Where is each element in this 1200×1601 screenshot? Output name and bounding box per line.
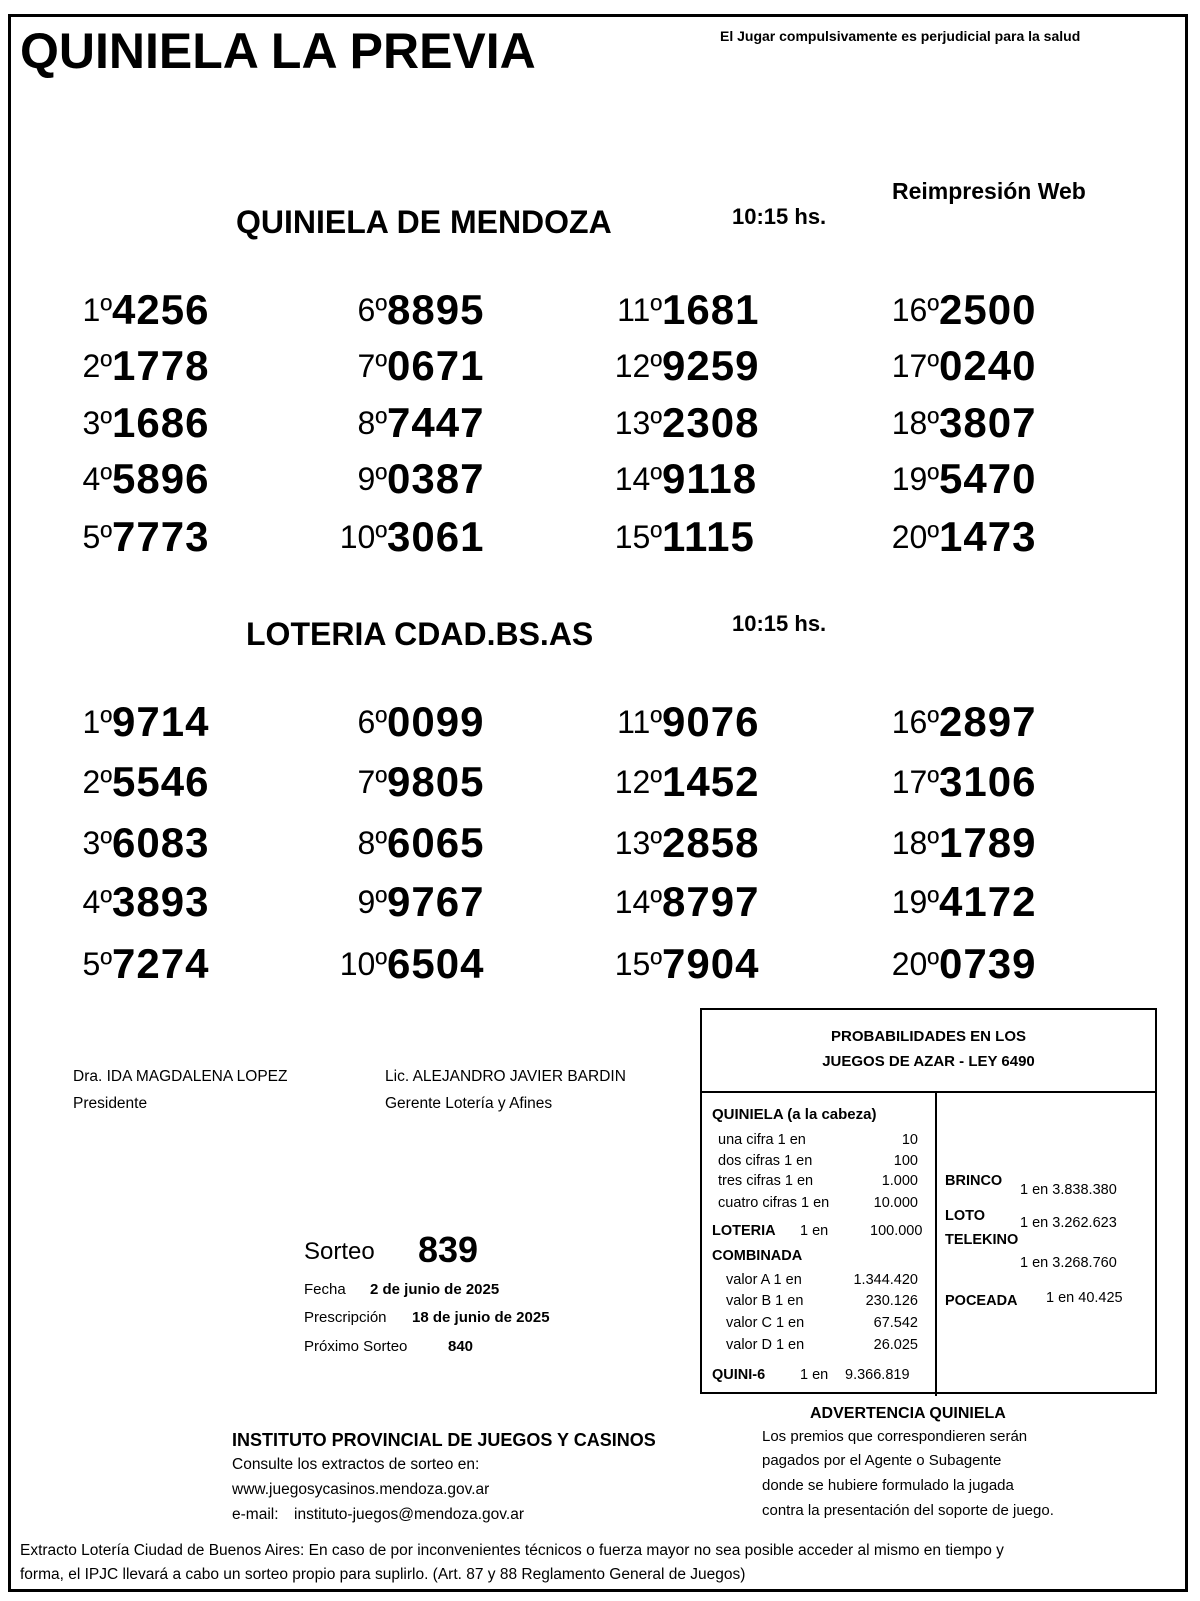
result-number: 0387 bbox=[387, 455, 485, 502]
result-cell bbox=[847, 698, 1047, 748]
result-number: 0240 bbox=[939, 342, 1037, 389]
result-position: 14º bbox=[614, 884, 662, 920]
result-cell bbox=[295, 940, 495, 990]
result-cell bbox=[847, 399, 1047, 449]
result-number: 1681 bbox=[662, 286, 760, 333]
loto-value: 1 en 3.262.623 bbox=[1020, 1215, 1117, 1231]
result-number: 1473 bbox=[939, 513, 1037, 560]
result-cell bbox=[570, 758, 770, 808]
result-number: 6065 bbox=[387, 819, 485, 866]
result-position: 1º bbox=[82, 292, 112, 328]
result-position: 8º bbox=[357, 825, 387, 861]
result-cell bbox=[295, 399, 495, 449]
probabilities-title-1: PROBABILIDADES EN LOS bbox=[830, 1028, 1026, 1045]
result-number: 1778 bbox=[112, 342, 210, 389]
footer-note-line-2: forma, el IPJC llevará a cabo un sorteo propio para suplirlo. (Art. 87 y 88 Reglamento General de Juegos) bbox=[20, 1566, 746, 1583]
result-position: 2º bbox=[82, 764, 112, 800]
combinada-row-label: valor B 1 en bbox=[726, 1293, 804, 1309]
result-cell bbox=[847, 455, 1047, 505]
quiniela-row-value: 1.000 bbox=[881, 1173, 918, 1189]
health-warning: El Jugar compulsivamente es perjudicial para la salud bbox=[720, 28, 1081, 44]
result-cell bbox=[847, 940, 1047, 990]
combinada-row-value: 230.126 bbox=[865, 1293, 918, 1309]
result-number: 9805 bbox=[387, 758, 485, 805]
result-cell bbox=[847, 878, 1047, 928]
result-cell bbox=[847, 342, 1047, 392]
footer-note-line-1: Extracto Lotería Ciudad de Buenos Aires: En caso de por inconvenientes técnicos o fuerza mayor no sea posible acceder al mismo en tiempo y bbox=[20, 1542, 1004, 1559]
combinada-row-value: 67.542 bbox=[873, 1315, 918, 1331]
probabilities-box bbox=[700, 1008, 1157, 1394]
result-position: 9º bbox=[357, 884, 387, 920]
result-cell bbox=[20, 940, 220, 990]
bsas-title: LOTERIA CDAD.BS.AS bbox=[246, 616, 594, 652]
result-number: 9076 bbox=[662, 698, 760, 745]
result-cell bbox=[20, 758, 220, 808]
result-number: 1686 bbox=[112, 399, 210, 446]
poceada-value: 1 en 40.425 bbox=[1046, 1290, 1123, 1306]
poceada-label: POCEADA bbox=[945, 1293, 1018, 1309]
result-position: 13º bbox=[614, 825, 662, 861]
result-position: 7º bbox=[357, 764, 387, 800]
advertencia-line: contra la presentación del soporte de juego. bbox=[762, 1502, 1054, 1519]
loteria-value: 100.000 bbox=[870, 1223, 923, 1239]
result-cell bbox=[570, 819, 770, 869]
result-cell bbox=[570, 878, 770, 928]
signatory-right-name: Lic. ALEJANDRO JAVIER BARDIN bbox=[385, 1068, 626, 1085]
result-number: 2897 bbox=[939, 698, 1037, 745]
fecha-value: 2 de junio de 2025 bbox=[370, 1281, 500, 1298]
result-position: 10º bbox=[339, 519, 387, 555]
probabilities-header bbox=[702, 1010, 1155, 1093]
result-cell bbox=[20, 286, 220, 336]
institute-website-link[interactable]: www.juegosycasinos.mendoza.gov.ar bbox=[232, 1481, 490, 1498]
result-number: 5896 bbox=[112, 455, 210, 502]
result-cell bbox=[847, 286, 1047, 336]
result-position: 6º bbox=[357, 704, 387, 740]
signatory-right-role: Gerente Lotería y Afines bbox=[385, 1095, 553, 1112]
result-position: 17º bbox=[891, 348, 939, 384]
probabilities-divider bbox=[935, 1093, 937, 1396]
result-cell bbox=[570, 399, 770, 449]
result-number: 1115 bbox=[662, 513, 755, 560]
result-position: 15º bbox=[614, 946, 662, 982]
result-position: 20º bbox=[891, 519, 939, 555]
result-number: 6083 bbox=[112, 819, 210, 866]
result-number: 9767 bbox=[387, 878, 485, 925]
result-cell bbox=[570, 513, 770, 563]
result-position: 18º bbox=[891, 405, 939, 441]
fecha-label: Fecha bbox=[304, 1281, 346, 1298]
result-number: 9118 bbox=[662, 455, 758, 502]
result-number: 4256 bbox=[112, 286, 210, 333]
result-position: 13º bbox=[614, 405, 662, 441]
result-position: 11º bbox=[617, 292, 662, 328]
result-cell bbox=[570, 342, 770, 392]
quiniela-row-value: 100 bbox=[893, 1153, 918, 1169]
result-number: 5546 bbox=[112, 758, 210, 805]
result-cell bbox=[847, 758, 1047, 808]
result-number: 2500 bbox=[939, 286, 1037, 333]
result-number: 0099 bbox=[387, 698, 485, 745]
result-position: 4º bbox=[82, 884, 112, 920]
result-number: 7274 bbox=[112, 940, 210, 987]
result-number: 3061 bbox=[387, 513, 485, 560]
result-cell bbox=[570, 286, 770, 336]
result-position: 11º bbox=[617, 704, 662, 740]
result-number: 3106 bbox=[939, 758, 1037, 805]
institute-email-link[interactable]: instituto-juegos@mendoza.gov.ar bbox=[294, 1506, 524, 1523]
quiniela-label: QUINIELA (a la cabeza) bbox=[712, 1106, 877, 1123]
result-position: 9º bbox=[357, 461, 387, 497]
result-position: 19º bbox=[891, 884, 939, 920]
prescripcion-value: 18 de junio de 2025 bbox=[412, 1309, 550, 1326]
result-cell bbox=[20, 342, 220, 392]
quini6-value: 9.366.819 bbox=[845, 1367, 910, 1383]
brinco-value: 1 en 3.838.380 bbox=[1020, 1182, 1117, 1198]
bsas-time: 10:15 hs. bbox=[732, 611, 827, 636]
quini6-odds: 1 en bbox=[800, 1367, 829, 1383]
result-position: 19º bbox=[891, 461, 939, 497]
result-position: 18º bbox=[891, 825, 939, 861]
telekino-value: 1 en 3.268.760 bbox=[1020, 1255, 1117, 1271]
institute-title: INSTITUTO PROVINCIAL DE JUEGOS Y CASINOS bbox=[232, 1430, 656, 1450]
combinada-label: COMBINADA bbox=[712, 1248, 803, 1264]
result-position: 5º bbox=[82, 519, 112, 555]
result-position: 6º bbox=[357, 292, 387, 328]
result-position: 7º bbox=[357, 348, 387, 384]
result-cell bbox=[847, 819, 1047, 869]
result-number: 6504 bbox=[387, 940, 485, 987]
proximo-sorteo-label: Próximo Sorteo bbox=[304, 1338, 408, 1355]
result-number: 5470 bbox=[939, 455, 1037, 502]
page-title: QUINIELA LA PREVIA bbox=[20, 23, 536, 79]
quiniela-row-label: dos cifras 1 en bbox=[718, 1153, 813, 1169]
result-position: 12º bbox=[614, 764, 662, 800]
combinada-row-label: valor C 1 en bbox=[726, 1315, 805, 1331]
result-cell bbox=[20, 513, 220, 563]
quini6-label: QUINI-6 bbox=[712, 1367, 766, 1383]
result-position: 16º bbox=[891, 292, 939, 328]
result-position: 17º bbox=[891, 764, 939, 800]
signatory-left-name: Dra. IDA MAGDALENA LOPEZ bbox=[73, 1068, 288, 1085]
result-cell bbox=[295, 878, 495, 928]
result-number: 0739 bbox=[939, 940, 1037, 987]
result-number: 9714 bbox=[112, 698, 210, 745]
combinada-row-value: 26.025 bbox=[873, 1337, 918, 1353]
result-cell bbox=[295, 455, 495, 505]
quiniela-row-label: una cifra 1 en bbox=[718, 1132, 806, 1148]
result-cell bbox=[20, 878, 220, 928]
result-position: 15º bbox=[614, 519, 662, 555]
probabilities-title-2: JUEGOS DE AZAR - LEY 6490 bbox=[822, 1053, 1035, 1070]
result-number: 9259 bbox=[662, 342, 760, 389]
result-number: 2858 bbox=[662, 819, 760, 866]
quiniela-row-label: cuatro cifras 1 en bbox=[718, 1195, 830, 1211]
result-cell bbox=[20, 399, 220, 449]
sorteo-label: Sorteo bbox=[304, 1238, 375, 1265]
result-cell bbox=[295, 342, 495, 392]
result-position: 20º bbox=[891, 946, 939, 982]
signatory-left-role: Presidente bbox=[73, 1095, 148, 1112]
advertencia-line: Los premios que correspondieren serán bbox=[762, 1428, 1028, 1445]
result-cell bbox=[20, 819, 220, 869]
prescripcion-label: Prescripción bbox=[304, 1309, 387, 1326]
result-number: 7447 bbox=[387, 399, 485, 446]
result-position: 16º bbox=[891, 704, 939, 740]
result-number: 3893 bbox=[112, 878, 210, 925]
result-cell bbox=[847, 513, 1047, 563]
result-cell bbox=[295, 286, 495, 336]
result-position: 12º bbox=[614, 348, 662, 384]
reprint-label: Reimpresión Web bbox=[892, 178, 1086, 204]
telekino-label: TELEKINO bbox=[945, 1232, 1019, 1248]
loto-label: LOTO bbox=[945, 1208, 986, 1224]
quiniela-row-value: 10.000 bbox=[873, 1195, 918, 1211]
result-number: 8895 bbox=[387, 286, 485, 333]
result-position: 1º bbox=[82, 704, 112, 740]
combinada-row-value: 1.344.420 bbox=[853, 1272, 918, 1288]
result-cell bbox=[570, 940, 770, 990]
loteria-odds: 1 en bbox=[800, 1223, 829, 1239]
result-position: 5º bbox=[82, 946, 112, 982]
advertencia-line: pagados por el Agente o Subagente bbox=[762, 1452, 1002, 1469]
result-position: 14º bbox=[614, 461, 662, 497]
result-position: 3º bbox=[82, 825, 112, 861]
result-cell bbox=[20, 455, 220, 505]
result-cell bbox=[295, 758, 495, 808]
quiniela-row-label: tres cifras 1 en bbox=[718, 1173, 814, 1189]
brinco-label: BRINCO bbox=[945, 1173, 1003, 1189]
result-position: 10º bbox=[339, 946, 387, 982]
result-number: 3807 bbox=[939, 399, 1037, 446]
result-position: 8º bbox=[357, 405, 387, 441]
result-position: 3º bbox=[82, 405, 112, 441]
proximo-sorteo-value: 840 bbox=[448, 1338, 474, 1355]
result-cell bbox=[20, 698, 220, 748]
result-number: 1789 bbox=[939, 819, 1037, 866]
result-cell bbox=[295, 513, 495, 563]
sorteo-number: 839 bbox=[418, 1229, 479, 1270]
result-number: 4172 bbox=[939, 878, 1037, 925]
institute-email-label: e-mail: bbox=[232, 1506, 279, 1523]
result-number: 2308 bbox=[662, 399, 760, 446]
result-position: 2º bbox=[82, 348, 112, 384]
advertencia-title: ADVERTENCIA QUINIELA bbox=[810, 1405, 1006, 1422]
result-number: 7904 bbox=[662, 940, 760, 987]
result-cell bbox=[570, 698, 770, 748]
result-number: 8797 bbox=[662, 878, 760, 925]
result-number: 1452 bbox=[662, 758, 760, 805]
loteria-label: LOTERIA bbox=[712, 1223, 776, 1239]
mendoza-title: QUINIELA DE MENDOZA bbox=[236, 204, 612, 240]
result-position: 4º bbox=[82, 461, 112, 497]
result-cell bbox=[570, 455, 770, 505]
result-number: 7773 bbox=[112, 513, 210, 560]
combinada-row-label: valor A 1 en bbox=[726, 1272, 802, 1288]
result-cell bbox=[295, 698, 495, 748]
quiniela-row-value: 10 bbox=[901, 1132, 918, 1148]
combinada-row-label: valor D 1 en bbox=[726, 1337, 805, 1353]
result-cell bbox=[295, 819, 495, 869]
result-number: 0671 bbox=[387, 342, 485, 389]
mendoza-time: 10:15 hs. bbox=[732, 204, 827, 229]
institute-consult-text: Consulte los extractos de sorteo en: bbox=[232, 1456, 480, 1473]
advertencia-line: donde se hubiere formulado la jugada bbox=[762, 1477, 1014, 1494]
